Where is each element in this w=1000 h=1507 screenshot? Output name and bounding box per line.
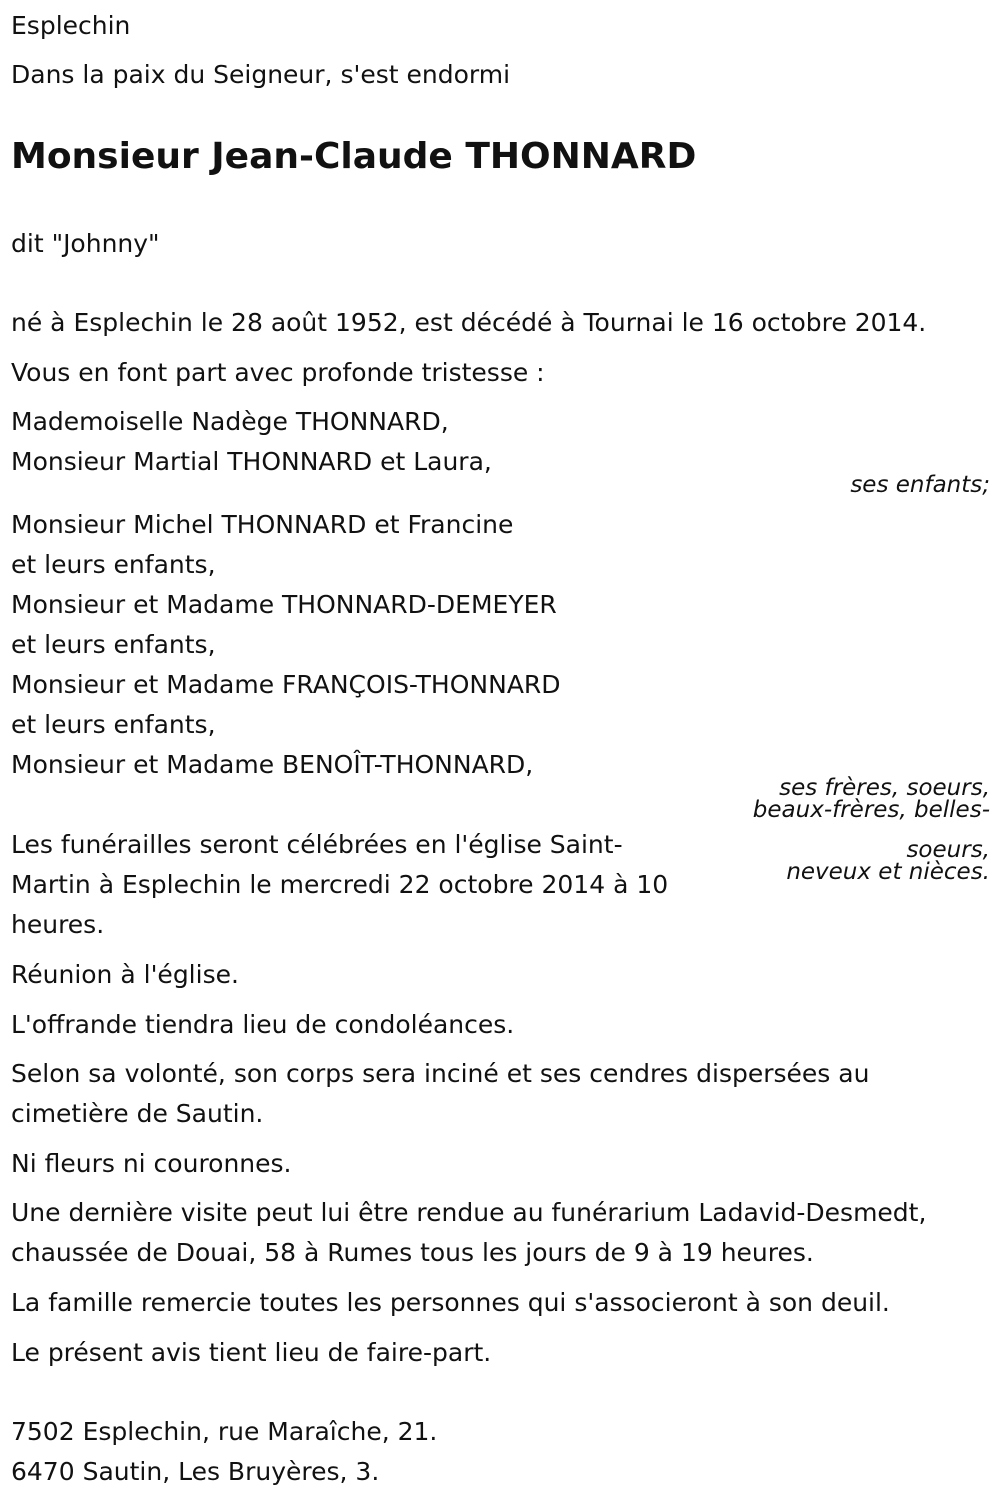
family-line: Mademoiselle Nadège THONNARD, (11, 407, 449, 436)
place-heading: Esplechin (11, 11, 131, 40)
family-line: et leurs enfants, (11, 710, 216, 739)
notice-note: Le présent avis tient lieu de faire-part. (11, 1338, 492, 1367)
family-line: Monsieur et Madame THONNARD-DEMEYER (11, 590, 557, 619)
address-line: 6470 Sautin, Les Bruyères, 3. (11, 1457, 380, 1486)
address-line: 7502 Esplechin, rue Maraîche, 21. (11, 1417, 438, 1446)
intro-line: Dans la paix du Seigneur, s'est endormi (11, 60, 511, 89)
children-relation: ses enfants; (850, 472, 990, 498)
wish-line: Selon sa volonté, son corps sera inciné et ses cendres dispersées au (11, 1059, 870, 1088)
family-line: Monsieur Michel THONNARD et Francine (11, 510, 514, 539)
wish-line: cimetière de Sautin. (11, 1099, 264, 1128)
funeral-line: Les funérailles seront célébrées en l'église Saint- (11, 830, 623, 859)
siblings-relation (730, 777, 990, 883)
visit-line: Une dernière visite peut lui être rendue au funérarium Ladavid-Desmedt, (11, 1198, 927, 1227)
funeral-line: Martin à Esplechin le mercredi 22 octobre 2014 à 10 (11, 870, 669, 899)
offering-line: L'offrande tiendra lieu de condoléances. (11, 1010, 515, 1039)
relation-line: beaux-frères, belles- (752, 797, 990, 823)
family-line: et leurs enfants, (11, 550, 216, 579)
flowers-line: Ni fleurs ni couronnes. (11, 1149, 292, 1178)
thanks-line: La famille remercie toutes les personnes qui s'associeront à son deuil. (11, 1288, 890, 1317)
nickname: dit "Johnny" (11, 229, 160, 258)
visit-line: chaussée de Douai, 58 à Rumes tous les jours de 9 à 19 heures. (11, 1238, 814, 1267)
relation-line: soeurs, (906, 837, 990, 863)
relation-line: ses frères, soeurs, (779, 775, 990, 801)
family-line: Monsieur Martial THONNARD et Laura, (11, 447, 492, 476)
deceased-name: Monsieur Jean-Claude THONNARD (11, 136, 697, 177)
relation-line: neveux et nièces. (786, 859, 990, 885)
family-line: Monsieur et Madame FRANÇOIS-THONNARD (11, 670, 561, 699)
family-line: et leurs enfants, (11, 630, 216, 659)
meeting-line: Réunion à l'église. (11, 960, 239, 989)
share-intro: Vous en font part avec profonde tristesse : (11, 358, 545, 387)
funeral-line: heures. (11, 910, 105, 939)
birth-death-line: né à Esplechin le 28 août 1952, est décédé à Tournai le 16 octobre 2014. (11, 308, 927, 337)
family-line: Monsieur et Madame BENOÎT-THONNARD, (11, 750, 534, 779)
